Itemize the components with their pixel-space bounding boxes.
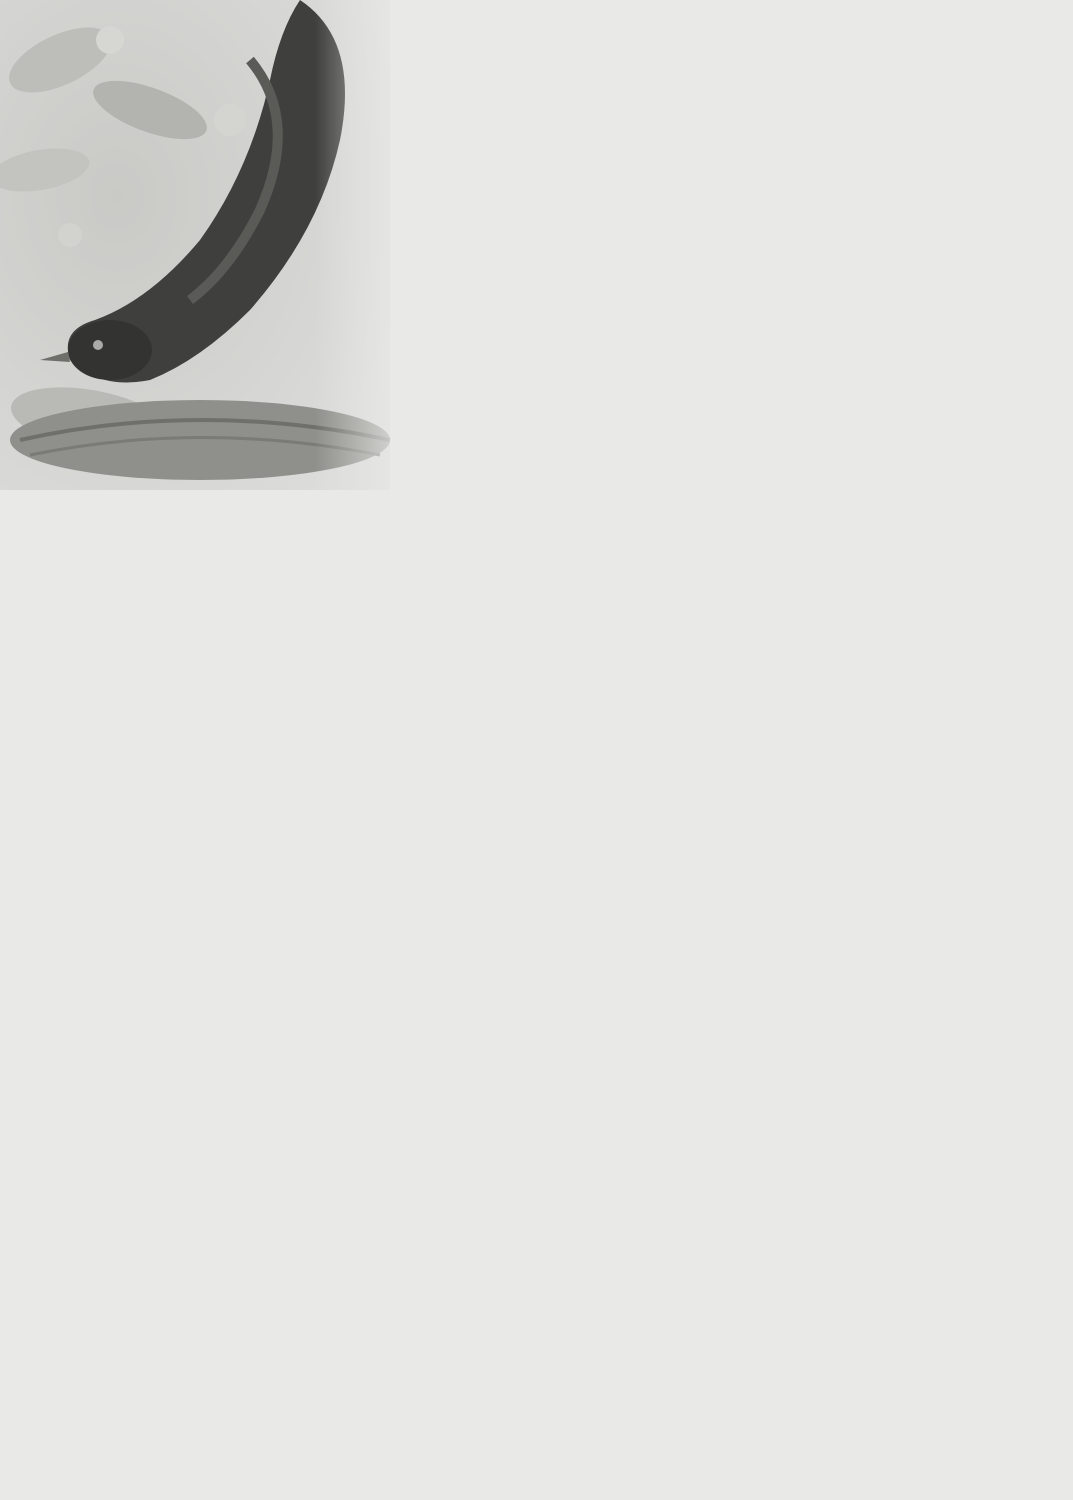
bird-illustration — [0, 0, 420, 500]
blackbird-picture — [0, 0, 420, 500]
